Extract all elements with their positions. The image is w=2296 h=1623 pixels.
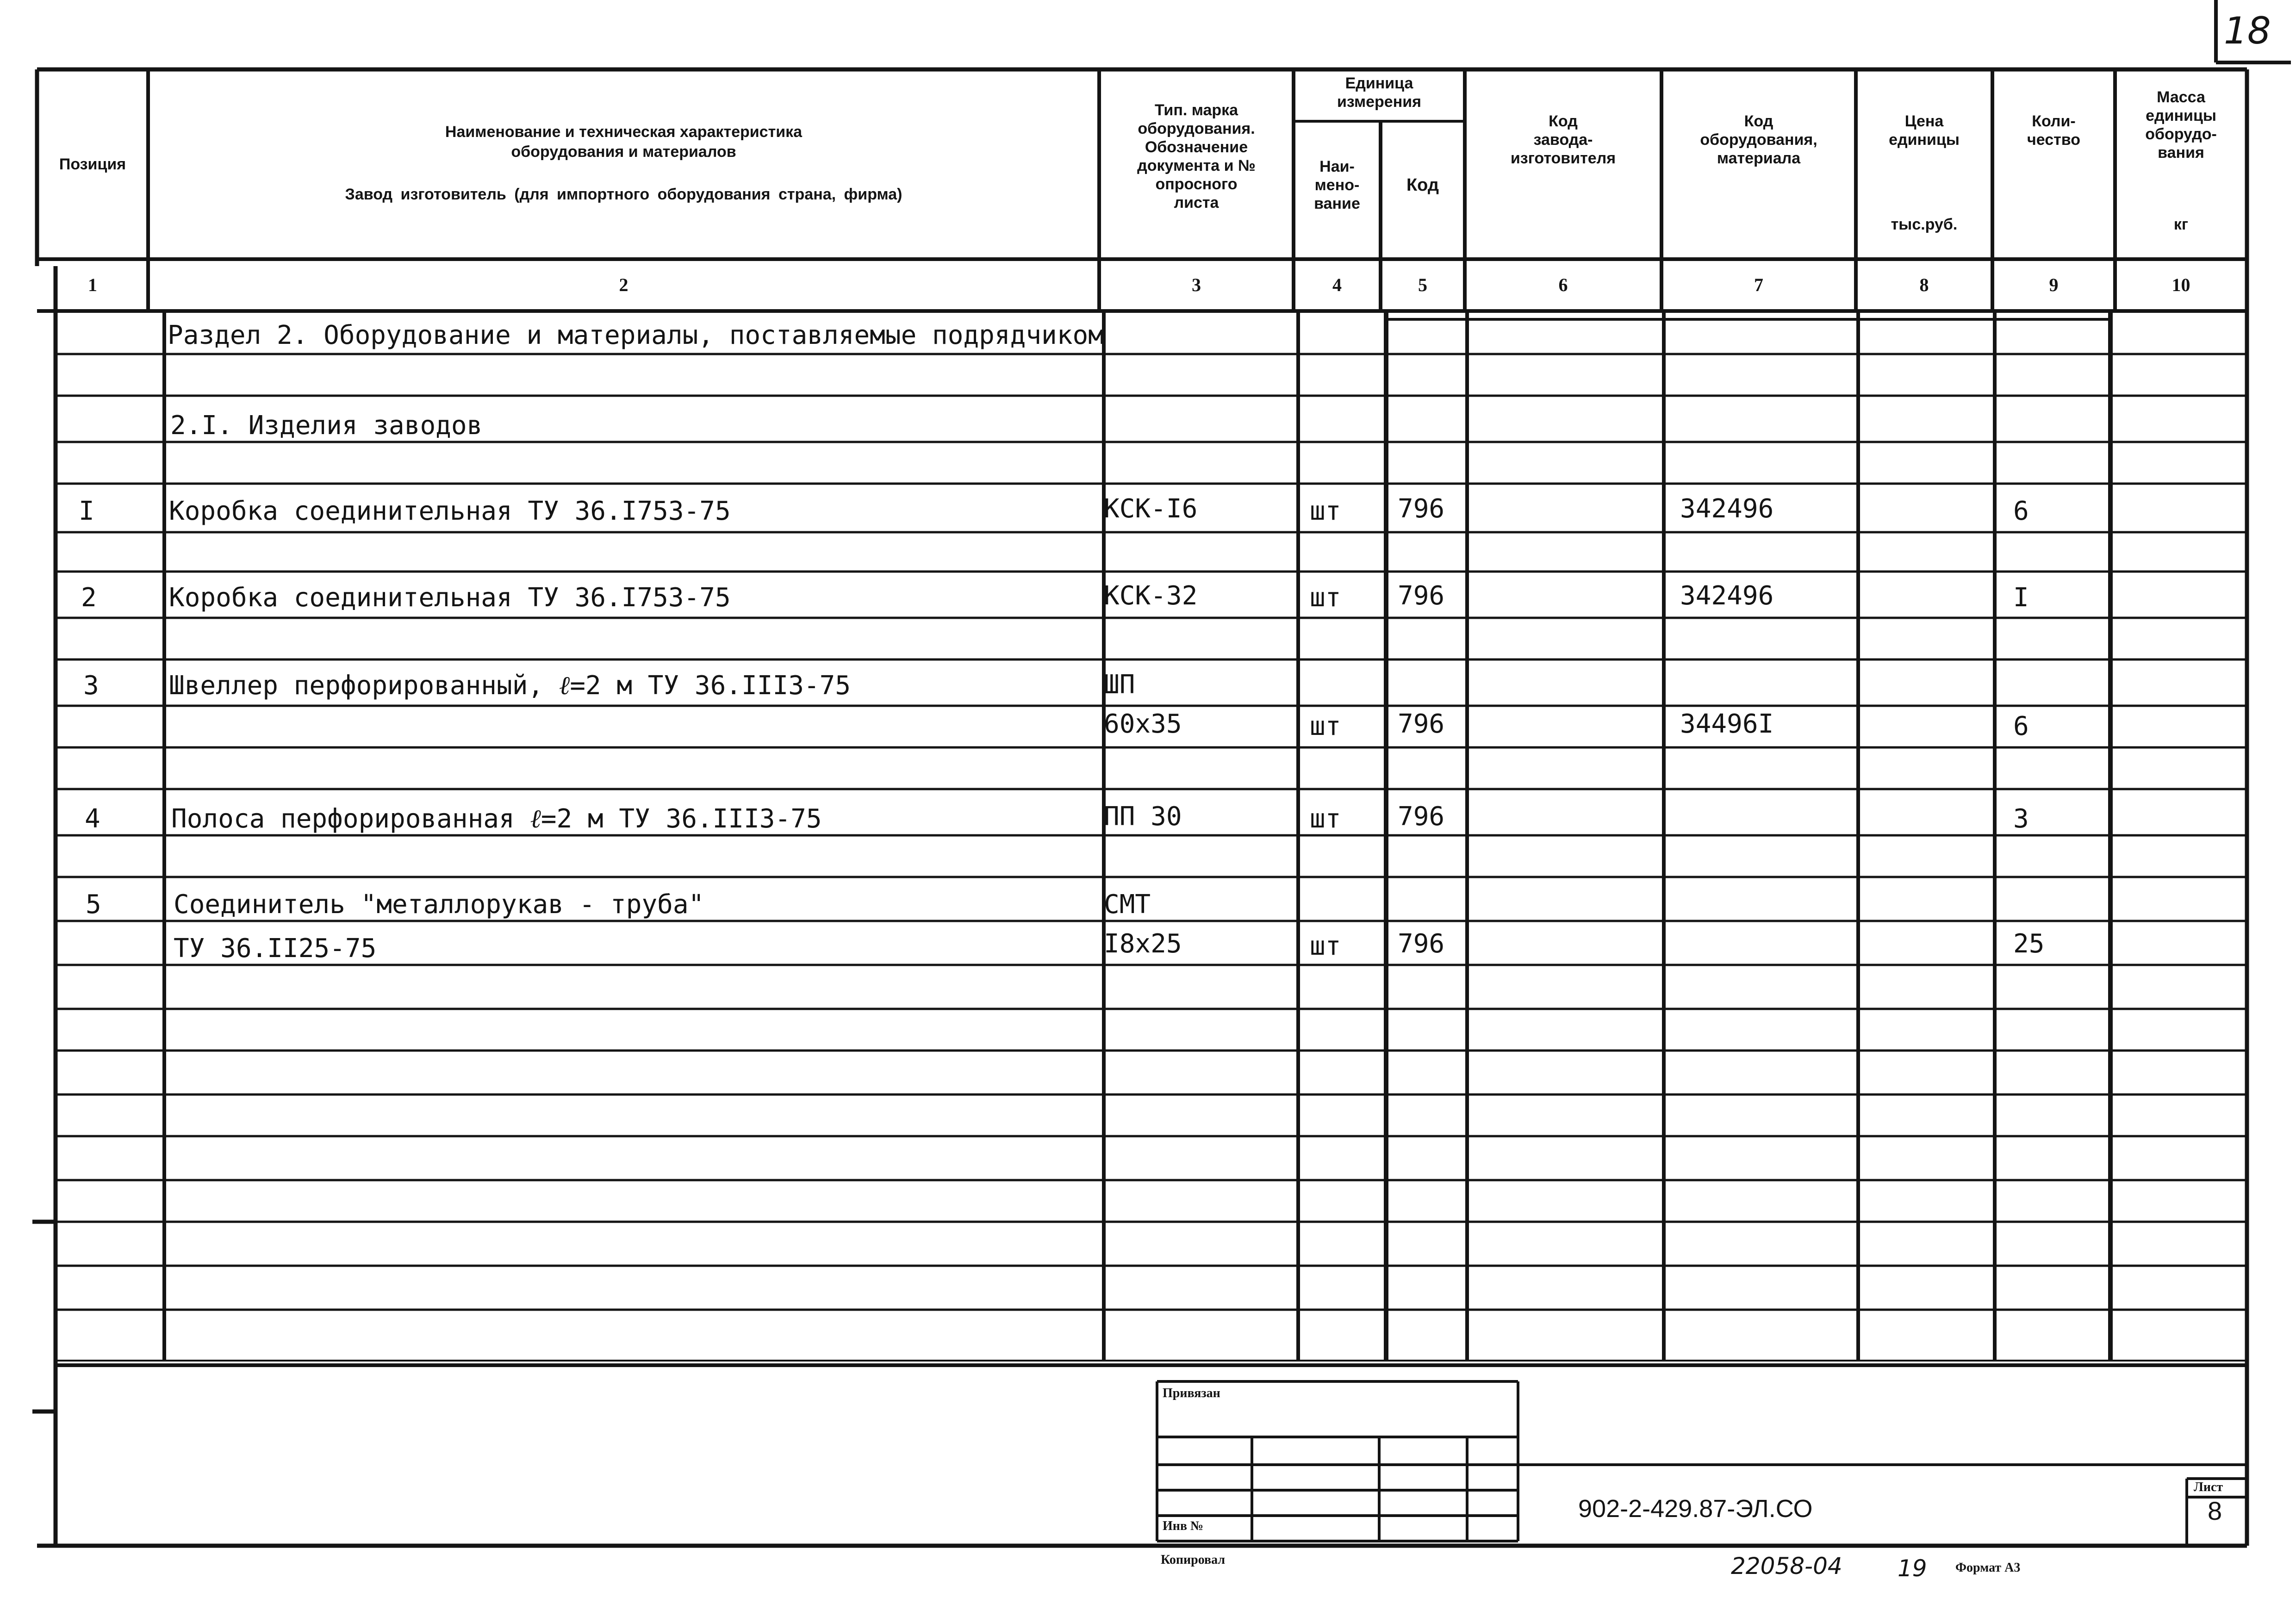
length-symbol: ℓ (530, 804, 541, 834)
column-number: 8 (1919, 274, 1929, 295)
column-number: 4 (1332, 274, 1342, 295)
header-unit-line1: Единица (1345, 75, 1413, 92)
header-type-line4: документа и № (1137, 157, 1256, 174)
header-type-line3: Обозначение (1145, 138, 1248, 156)
header-equip-code-line2: оборудования, (1700, 131, 1817, 149)
item-type: КСК-I6 (1104, 494, 1198, 524)
item-unit-code: 796 (1398, 929, 1445, 959)
header-mass-line1: Масса (2157, 88, 2205, 106)
item-name-line2: ТУ 36.II25-75 (174, 933, 377, 964)
header-name-line1: Наименование и техническая характеристика (445, 123, 803, 141)
column-number: 6 (1558, 274, 1568, 295)
header-unit-name-line3: вание (1314, 195, 1360, 212)
item-unit: шт (1310, 931, 1341, 961)
header-name-line3: Завод изготовитель (для импортного оборудования страна, фирма) (345, 186, 902, 203)
header-price-line2: единицы (1889, 131, 1960, 149)
header-unit-name-line1: Наи- (1319, 158, 1355, 175)
handwritten-page-number: 19 (1898, 1555, 1927, 1582)
header-unit-code: Код (1406, 175, 1439, 195)
header-mass-line2: единицы (2146, 107, 2216, 124)
item-name: Коробка соединительная ТУ 36.I753-75 (169, 583, 731, 613)
header-mass-line3: оборудо- (2145, 125, 2217, 143)
header-type-line2: оборудования. (1138, 120, 1255, 137)
item-equip-code: 342496 (1680, 581, 1774, 611)
handwritten-archive-code: 22058-04 (1731, 1553, 1842, 1579)
header-mfr-code-line1: Код (1549, 112, 1578, 130)
item-unit-code: 796 (1398, 581, 1445, 611)
column-number: 10 (2172, 274, 2190, 295)
item-type: ПП 30 (1104, 802, 1182, 832)
header-equip-code-line1: Код (1744, 112, 1773, 130)
item-equip-code: 342496 (1680, 494, 1774, 524)
item-equip-code: 34496I (1680, 709, 1774, 739)
header-qty-line2: чество (2027, 131, 2080, 149)
header-mfr-code-line2: завода- (1533, 131, 1593, 149)
header-mass-line4: вания (2158, 144, 2204, 162)
header-mass-line5: кг (2173, 216, 2189, 233)
column-number: 5 (1418, 274, 1427, 295)
header-type-line5: опросного (1155, 175, 1238, 193)
item-name-text-end: =2 м ТУ 36.III3-75 (541, 804, 822, 834)
document-code: 902-2-429.87-ЭЛ.СО (1578, 1495, 1813, 1523)
item-unit: шт (1310, 804, 1341, 834)
item-type-line2: I8х25 (1104, 929, 1182, 959)
item-position: I (79, 496, 94, 526)
item-name: Коробка соединительная ТУ 36.I753-75 (169, 496, 731, 526)
item-unit: шт (1310, 711, 1341, 741)
column-number: 1 (88, 274, 97, 295)
item-qty: 25 (2013, 929, 2045, 959)
item-position: 4 (85, 804, 100, 834)
item-name-text: Полоса перфорированная (171, 804, 530, 834)
header-unit-name-line2: мено- (1314, 176, 1360, 194)
item-unit-code: 796 (1398, 494, 1445, 524)
item-position: 3 (83, 671, 99, 701)
column-number: 3 (1192, 274, 1201, 295)
stamp-privyazan-label: Привязан (1163, 1386, 1220, 1400)
header-unit-line2: измерения (1337, 93, 1421, 111)
section-heading: Раздел 2. Оборудование и материалы, поставляемые подрядчиком (168, 320, 1104, 350)
stamp-copied-label: Копировал (1161, 1553, 1226, 1567)
header-qty-line1: Коли- (2032, 112, 2076, 130)
header-name-line2: оборудования и материалов (511, 143, 736, 161)
item-qty: 3 (2013, 804, 2029, 834)
item-name: Соединитель "металлорукав - труба" (174, 889, 704, 920)
header-equip-code-line3: материала (1717, 149, 1801, 167)
corner-page-number: 18 (2224, 9, 2271, 52)
subsection-heading: 2.I. Изделия заводов (170, 410, 483, 441)
item-position: 2 (81, 583, 97, 613)
length-symbol: ℓ (559, 671, 570, 701)
item-position: 5 (86, 889, 101, 920)
item-unit-code: 796 (1398, 709, 1445, 739)
stamp-inventory-label: Инв № (1163, 1519, 1204, 1533)
item-unit: шт (1310, 583, 1341, 613)
header-price-line1: Цена (1904, 112, 1944, 130)
item-name-text-end: =2 м ТУ 36.III3-75 (570, 671, 851, 701)
stamp-list-label: Лист (2194, 1480, 2223, 1494)
item-unit: шт (1310, 496, 1341, 526)
item-type-line2: 60х35 (1104, 709, 1182, 739)
header-type-line6: листа (1174, 194, 1219, 211)
header-price-line3: тыс.руб. (1891, 216, 1958, 233)
item-type: СМТ (1104, 889, 1151, 920)
column-number: 9 (2049, 274, 2059, 295)
item-type: КСК-32 (1104, 581, 1198, 611)
format-label: Формат А3 (1955, 1561, 2021, 1575)
item-name-text: Швеллер перфорированный, (169, 671, 559, 701)
header-type-line1: Тип. марка (1154, 101, 1238, 119)
header-position: Позиция (59, 155, 126, 173)
item-name (169, 672, 851, 700)
item-unit-code: 796 (1398, 802, 1445, 832)
column-number: 2 (619, 274, 628, 295)
item-qty: I (2013, 583, 2029, 613)
item-name (171, 805, 822, 833)
item-qty: 6 (2013, 711, 2029, 741)
item-qty: 6 (2013, 496, 2029, 526)
header-mfr-code-line3: изготовителя (1510, 149, 1616, 167)
item-type: ШП (1104, 670, 1135, 700)
stamp-list-number: 8 (2208, 1496, 2222, 1525)
column-number: 7 (1754, 274, 1763, 295)
